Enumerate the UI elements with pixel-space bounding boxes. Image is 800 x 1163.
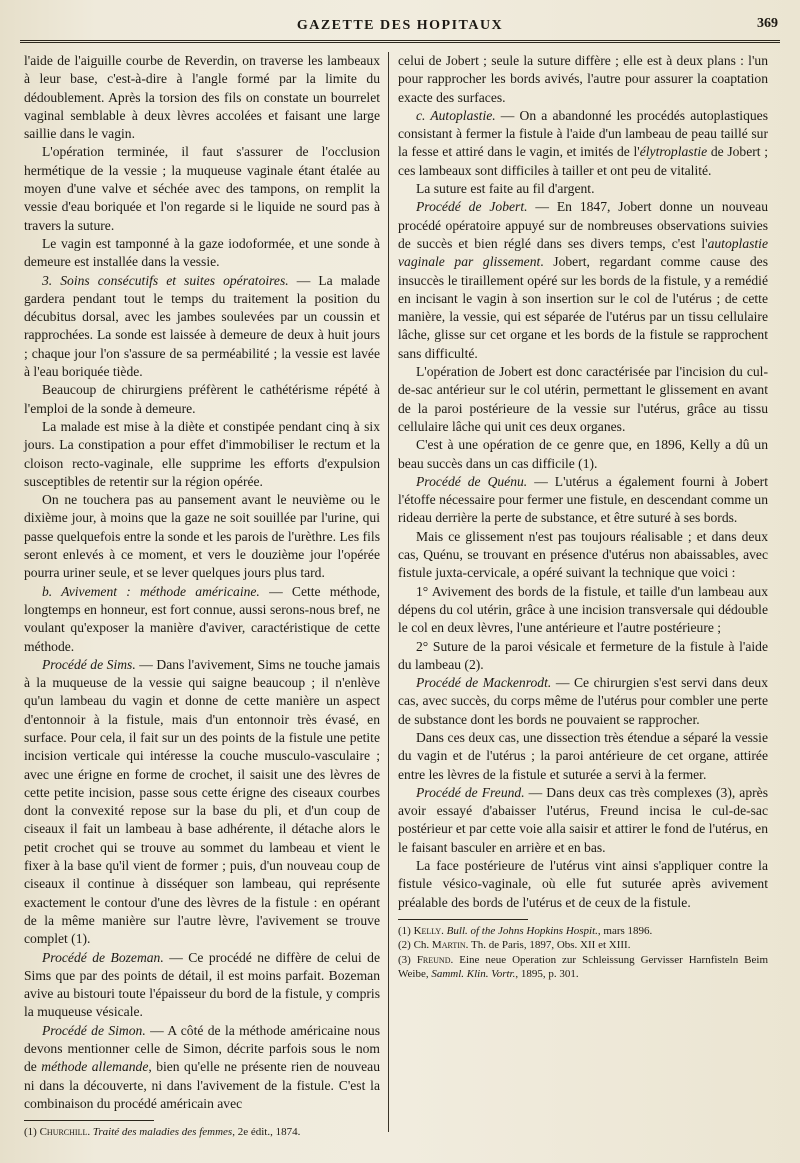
footnote-text: , mars 1896. [597,924,653,937]
right-column [398,52,768,982]
footnote [398,924,768,939]
section-heading: Procédé de Jobert. [416,199,528,215]
footnote-text: (2) Ch. [398,939,432,952]
paragraph-text: — La malade gardera pendant tout le temps du traitement la position du décubitus dorsal, avec les jambes soulevées par un coussin et rapprochées. La sonde est laissée à demeure de deux à huit jours ; chaque jour l'on s'assure de sa perméabilité ; la vessie est lavée à l'eau boriquée tiède. [24,272,380,380]
section-heading: Procédé de Sims. [42,656,136,672]
paragraph [398,674,768,729]
paragraph-text: — En 1847, Jobert donne un nouveau procédé opératoire appuyé sur de nombreuses observations suivies de succès et bien réglé dans ses divers temps, c'est l' [398,199,768,251]
paragraph: La suture est faite au fil d'argent. [416,181,595,197]
paragraph-text: — Dans deux cas très complexes (3), après avoir essayé d'abaisser l'utérus, Freund incisa le cul-de-sac postérieur et par cette voie alla saisir et attirer le fond de l'utérus, en le faisant basculer en arrière et en bas. [398,784,768,855]
paragraph [24,949,380,1022]
footnote [398,953,768,982]
section-heading: Procédé de Simon. [42,1022,146,1038]
paragraph-text: de Jobert ; ces lambeaux sont difficiles à tailler et ont peu de vitalité. [398,144,768,178]
paragraph: Beaucoup de chirurgiens préfèrent le cathétérisme répété à l'emploi de la sonde à demeure. [24,382,380,416]
paragraph-text: . Jobert, regardant comme cause des insuccès le tiraillement opéré sur les bords de la fistule, y a remédié en incisant le vagin à son insertion sur le col de l'utérus ; de cette manière, la vessie, qui est séparée de l'utérus par un tissu cellulaire lâche, glisse sur cet organe et les bords de la fistule se rapprochent sans difficulté. [398,254,768,361]
paragraph-text: , bien qu'elle ne présente rien de nouveau ni dans la découverte, ni dans l'avivement de la fistule. C'est la combinaison du procédé américain avec [24,1059,380,1111]
section-heading: Procédé de Mackenrodt. [416,675,552,691]
paragraph: Dans ces deux cas, une dissection très étendue a séparé la vessie du vagin et de l'utérus ; la paroi antérieure de cet organe, attirée entre les lèvres de la fistule et suturée a servi à la fermer. [398,729,768,782]
footnote-text: (3) [398,953,417,966]
paragraph-text: — Dans l'avivement, Sims ne touche jamais à la muqueuse de la vessie qui saigne beaucoup ; il n'enlève qu'un lambeau du vagin et donne de cette manière un aspect d'entonnoir à la fistule, mais d'un entonnoir très évasé, en surface. Pour cela, il fait sur un des points de la fistule une petite incision verticale qui intéresse la couche musculo-vasculaire ; avec une érigne en forme de crochet, il saisit une des lèvres de cette petite incision, passe sous cette érigne des ciseaux courbes dont la convexité repose sur la base du pli, et d'un coup de ciseaux il fait un lambeau à base adhérente, il détache alors le petit crochet qui se trouve au sommet du lambeau et vient le fixer à la base qu'il vient de former ; puis, d'un nouveau coup de ciseaux il continue à disséquer son lambeau, qui représente exactement le contour d'une des lèvres de la fistule : en opérant de la même manière sur l'autre lèvre, l'avivement se trouve complet (1). [24,656,380,947]
paragraph [24,583,380,656]
footnote-rule [398,919,528,920]
paragraph [24,1022,380,1113]
footnote-title: Samml. Klin. Vortr. [431,968,516,981]
footnote-author: Freund. [416,953,454,966]
footnote-author: Kelly. [413,924,444,937]
paragraph-text: — L'utérus a également fourni à Jobert l'étoffe nécessaire pour fermer une fistule, en descendant comme un rideau derrière la perte de substance, et être suturé à ses bords. [398,473,768,526]
paragraph: C'est à une opération de ce genre que, en 1896, Kelly a dû un beau succès dans un cas difficile (1). [398,437,768,471]
paragraph [24,656,380,949]
paragraph-text: — On a abandonné les procédés autoplastiques consistant à fermer la fistule à l'aide d'un lambeau de peau taillé sur la fesse et attiré dans le vagin, et imités de l' [398,107,768,160]
paragraph-text: — Cette méthode, longtemps en honneur, est fort connue, aussi serons-nous bref, ne voulant qu'exposer la manière d'aviver, caractéristique de cette méthode. [24,583,381,654]
emphasis: autoplastie vaginale par glissement [398,235,768,270]
footnote-text: Th. de Paris, 1897, Obs. XII et XIII. [468,939,631,952]
paragraph: Mais ce glissement n'est pas toujours réalisable ; et dans deux cas, Quénu, se trouvant en présence d'utérus non abaissables, avec fistule juxta-cervicale, a opéré suivant la technique que voici : [398,528,768,581]
section-heading: b. Avivement : méthode américaine. [42,583,260,599]
paragraph-text: — A côté de la méthode américaine nous devons mentionner celle de Simon, décrite parfois sous le nom de [24,1022,380,1075]
footnote: (1) Churchill. Traité des maladies des femmes, 2e édit., 1874. [24,1126,301,1139]
paragraph: 2° Suture de la paroi vésicale et fermeture de la fistule à l'aide du lambeau (2). [398,638,768,672]
paragraph [398,784,768,857]
footnote-rule [24,1120,154,1121]
section-heading: c. Autoplastie. [416,107,496,123]
journal-title: GAZETTE DES HOPITAUX [296,18,504,33]
column-divider [388,52,389,1132]
paragraph: On ne touchera pas au pansement avant le neuvième ou le dixième jour, à moins que la gaze ne soit souillée par l'urine, qui passe quelquefois entre la sonde et les parois de l'urèthre. Les fils seront enlevés à ce moment, et vers le douzième jour l'opérée pourra uriner seule, et se lever quelques jours plus tard. [24,492,380,581]
paragraph [398,107,768,180]
footnote-text: , 2e édit., 1874. [232,1126,301,1139]
footnote-title: Bull. of the Johns Hopkins Hospit. [446,924,598,937]
footnote [398,938,768,953]
footnote-text: , 1895, p. 301. [515,968,579,981]
paragraph: La malade est mise à la diète et constipée pendant cinq à six jours. La constipation a pour effet d'immobiliser le rectum et la cloison recto-vaginale, elle supprime les efforts d'expulsion susceptibles de retentir sur la région opérée. [24,418,380,489]
section-heading: Procédé de Quénu. [416,473,528,489]
paragraph: l'aide de l'aiguille courbe de Reverdin, on traverse les lambeaux à leur base, c'est-à-dire à l'angle formé par la limite du dédoublement. Après la torsion des fils on constate un bourrelet vaginal semblable à deux lèvres accolées et faisant une large saillie dans le vagin. [24,53,380,142]
footnote-author: Churchill. [39,1126,91,1139]
paragraph: L'opération terminée, il faut s'assurer de l'occlusion hermétique de la vessie ; la muqueuse vaginale étant étalée au moyen d'une valve et séchée avec des tampons, on remplit la vessie d'eau boriquée et l'on regarde si le liquide ne sourd pas à travers la suture. [24,144,380,233]
paragraph: La face postérieure de l'utérus vint ainsi s'appliquer contre la fistule vésico-vaginale, où elle fut suturée après avivement préalable des bords de l'utérus et de ceux de la fistule. [398,858,768,910]
paragraph: L'opération de Jobert est donc caractérisée par l'incision du cul-de-sac antérieur sur le col utérin, permettant le glissement en avant de la paroi postérieure de la vessie sur l'utérus, grâce au tissu cellulaire lâche qui unit ces deux organes. [398,364,768,434]
paragraph [24,272,380,382]
footnote-author: Martin. [431,939,469,952]
paragraph [398,473,768,528]
section-heading: Procédé de Freund. [416,784,525,800]
footnote-text: (1) [398,924,414,937]
paragraph: 1° Avivement des bords de la fistule, et taille d'un lambeau aux dépens du col utérin, grâce à une incision transversale qui dédouble le col en deux lèvres, l'une antérieure et l'autre postérieure ; [398,583,768,636]
page-number: 369 [757,16,778,31]
footnote-title: Traité des maladies des femmes [92,1126,233,1139]
section-heading: 3. Soins consécutifs et suites opératoires. [42,272,289,288]
paragraph-text: — Ce procédé ne diffère de celui de Sims que par des points de détail, il est moins parfait. Bozeman avive au bistouri toute l'épaisseur du bord de la fistule, y compris la muqueuse vésicale. [24,949,380,1020]
left-column [24,52,380,1140]
page-header [20,12,780,43]
emphasis: élytroplastie [639,144,708,160]
paragraph [398,198,768,363]
paragraph: Le vagin est tamponné à la gaze iodoformée, et une sonde à demeure est installée dans la vessie. [24,235,380,270]
paragraph: celui de Jobert ; seule la suture diffère ; elle est à deux plans : l'un pour rapprocher les bords avivés, l'autre pour assurer la coaptation exacte des surfaces. [398,53,768,105]
emphasis: méthode allemande [41,1059,149,1075]
section-heading: Procédé de Bozeman. [42,949,164,965]
paragraph-text: — Ce chirurgien s'est servi dans deux cas, avec succès, du corps même de l'utérus pour combler une perte de substance dont les bords ne pouvaient se rapprocher. [398,675,768,727]
footnote-text: Eine neue Operation zur Schleissung Gervisser Harnfisteln Beim Weibe, [398,953,769,981]
